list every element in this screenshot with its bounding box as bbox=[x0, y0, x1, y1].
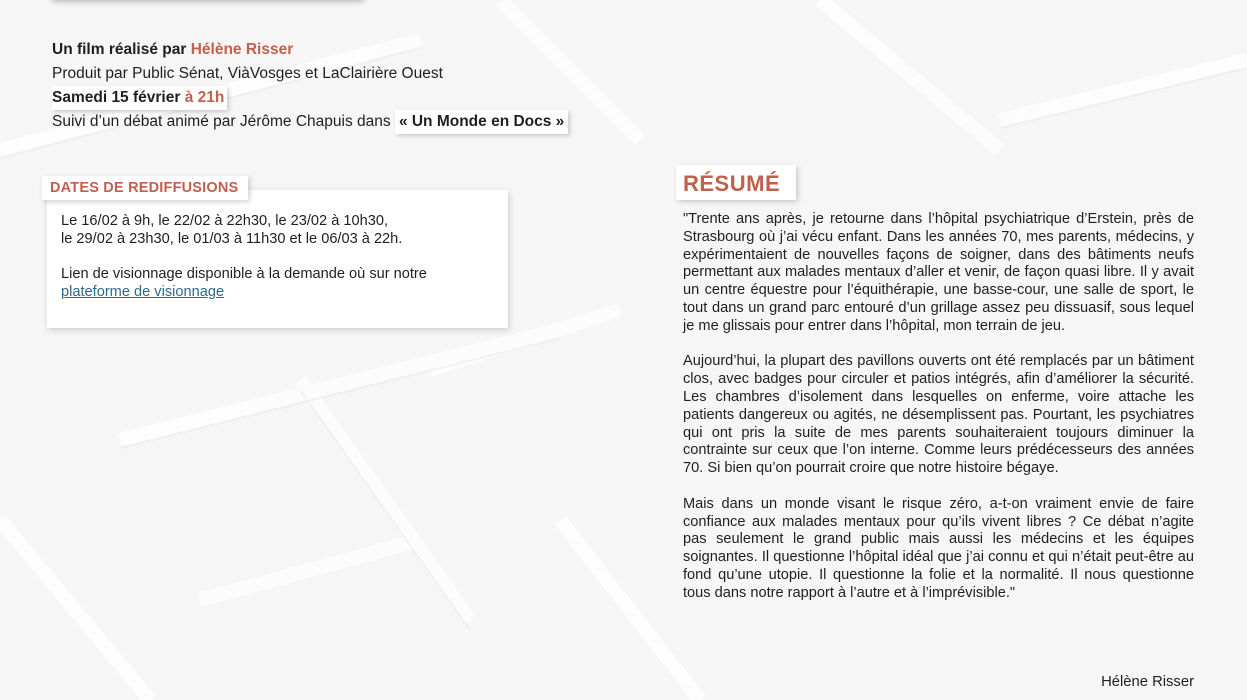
broadcast-date: Samedi 15 février bbox=[52, 89, 181, 106]
rebroadcast-dates bbox=[61, 212, 494, 248]
debate-prefix: Suivi d’un débat animé par Jérôme Chapuis dans bbox=[52, 113, 391, 130]
broadcast-time: à 21h bbox=[184, 89, 225, 106]
film-credits bbox=[52, 38, 568, 134]
summary-paragraph-3: Mais dans un monde visant le risque zéro, a-t-on vraiment envie de faire confiance aux malades mentaux pour qu’ils vivent libres ? Ce débat n’agite pas seulement le grand public mais aussi les médecins et les équipes soignantes. Il questionne l’hôpital idéal que j’ai connu et qui n’était peut-être au fond qu’une utopie. Il questionne la folie et la normalité. Il nous questionne tous dans notre rapport à l’autre et à l’imprévisible." bbox=[683, 495, 1194, 601]
rebroadcast-card bbox=[47, 190, 508, 328]
summary-paragraph-1: "Trente ans après, je retourne dans l’hôpital psychiatrique d’Erstein, près de Strasbourg où j’ai vécu enfant. Dans les années 70, mes parents, médecins, y expérimentaient de nouvelles façons de soigner, dans des bâtiments neufs permettant aux malades mentaux d’aller et venir, de façon quasi libre. Il y avait un centre équestre pour l’équithérapie, une basse-cour, une salle de sport, le tout dans un grand parc entouré d’un grillage assez peu dissuasif, sous lequel je me glissais pour entrer dans l’hôpital, mon terrain de jeu. bbox=[683, 211, 1194, 334]
viewing-info bbox=[61, 265, 494, 301]
summary-text bbox=[683, 211, 1194, 620]
show-name: « Un Monde en Docs » bbox=[395, 110, 568, 134]
viewing-platform-link[interactable]: plateforme de visionnage bbox=[61, 284, 225, 300]
broadcast-date-line bbox=[52, 86, 568, 110]
director-prefix: Un film réalisé par bbox=[52, 41, 187, 58]
rebroadcast-dates-line1: Le 16/02 à 9h, le 22/02 à 22h30, le 23/02 à 10h30, bbox=[61, 213, 389, 229]
director-name: Hélène Risser bbox=[190, 41, 294, 58]
debate-line bbox=[52, 110, 568, 134]
broadcast-date-chip bbox=[52, 86, 227, 110]
viewing-intro: Lien de visionnage disponible à la demande où sur notre bbox=[61, 266, 427, 282]
director-line bbox=[52, 38, 568, 62]
summary-title: RÉSUMÉ bbox=[676, 165, 796, 200]
rebroadcast-dates-line2: le 29/02 à 23h30, le 01/03 à 11h30 et le 06/03 à 22h. bbox=[61, 231, 403, 247]
producer-line: Produit par Public Sénat, ViàVosges et LaClairière Ouest bbox=[52, 65, 443, 82]
summary-paragraph-2: Aujourd’hui, la plupart des pavillons ouverts ont été remplacés par un bâtiment clos, avec badges pour circuler et patios intégrés, afin d’améliorer la sécurité. Les chambres d’isolement dans lesquelles on enferme, voire attache les patients dangereux ou agités, ne désemplissent pas. Pourtant, les psychiatres qui ont pris la suite de mes parents souhaiteraient toujours diminuer la contrainte sur ceux que l’on interne. Comme leurs prédécesseurs des années 70. Si bien qu’on pourrait croire que notre histoire bégaye. bbox=[683, 353, 1194, 477]
summary-signature: Hélène Risser bbox=[1101, 674, 1194, 690]
rebroadcast-title: DATES DE REDIFFUSIONS bbox=[42, 176, 248, 200]
